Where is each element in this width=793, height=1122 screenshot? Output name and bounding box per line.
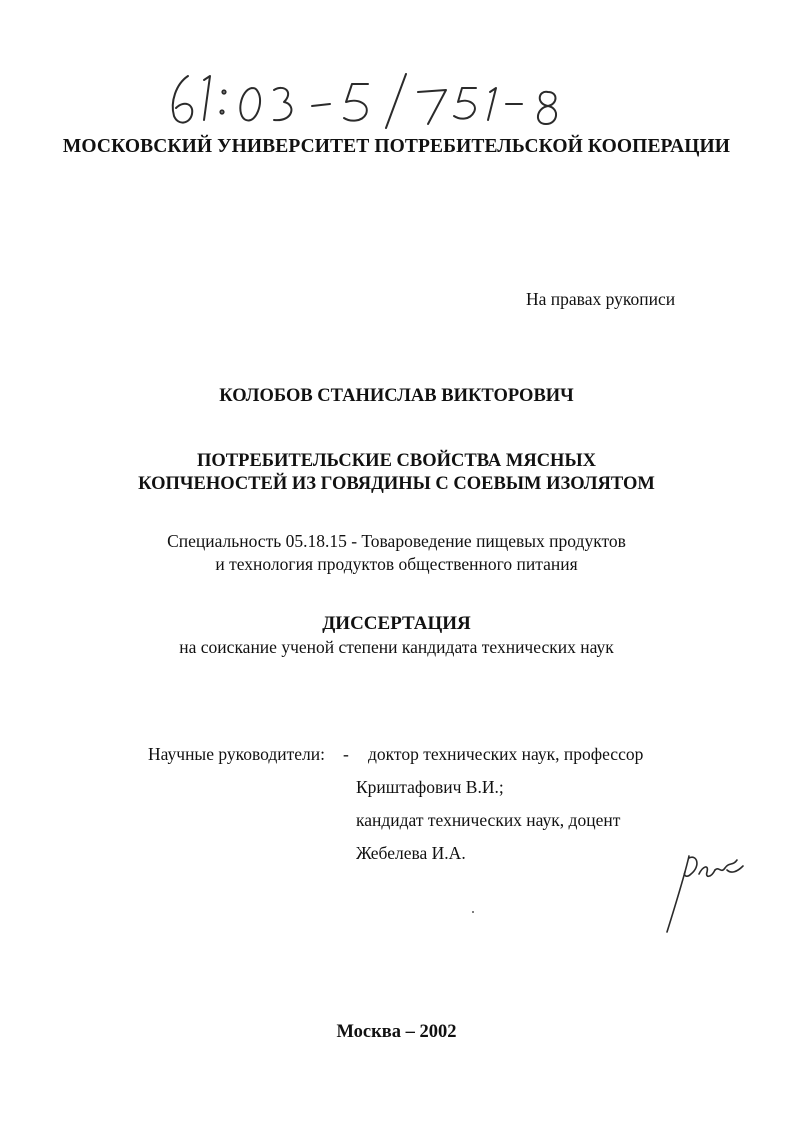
specialty-line-1: Специальность 05.18.15 - Товароведение пищевых продуктов — [167, 531, 626, 551]
specialty-line-2: и технология продуктов общественного питания — [215, 554, 578, 574]
specialty — [0, 530, 793, 576]
supervisor-2-title: кандидат технических наук, доцент — [356, 810, 621, 830]
dissertation-title — [0, 450, 793, 496]
title-line-2: КОПЧЕНОСТЕЙ ИЗ ГОВЯДИНЫ С СОЕВЫМ ИЗОЛЯТОМ — [138, 474, 655, 494]
degree-statement: на соискание ученой степени кандидата технических наук — [179, 637, 614, 657]
supervisor-1-title: доктор технических наук, профессор — [368, 744, 644, 764]
city-and-year: Москва – 2002 — [336, 1022, 457, 1042]
university-name: МОСКОВСКИЙ УНИВЕРСИТЕТ ПОТРЕБИТЕЛЬСКОЙ КООПЕРАЦИИ — [62, 136, 731, 157]
title-line-1: ПОТРЕБИТЕЛЬСКИЕ СВОЙСТВА МЯСНЫХ — [197, 451, 596, 471]
rights-notice: На правах рукописи — [526, 289, 676, 309]
author-name: КОЛОБОВ СТАНИСЛАВ ВИКТОРОВИЧ — [219, 386, 574, 406]
stray-dot — [472, 911, 474, 913]
supervisors-dash: - — [343, 744, 349, 764]
handwritten-signature — [655, 848, 755, 938]
supervisor-2-name: Жебелева И.А. — [356, 843, 466, 863]
document-type: ДИССЕРТАЦИЯ — [322, 613, 471, 634]
supervisor-1-name: Криштафович В.И.; — [356, 777, 504, 797]
handwritten-archive-number — [160, 62, 580, 140]
supervisors-label: Научные руководители: — [148, 744, 325, 764]
